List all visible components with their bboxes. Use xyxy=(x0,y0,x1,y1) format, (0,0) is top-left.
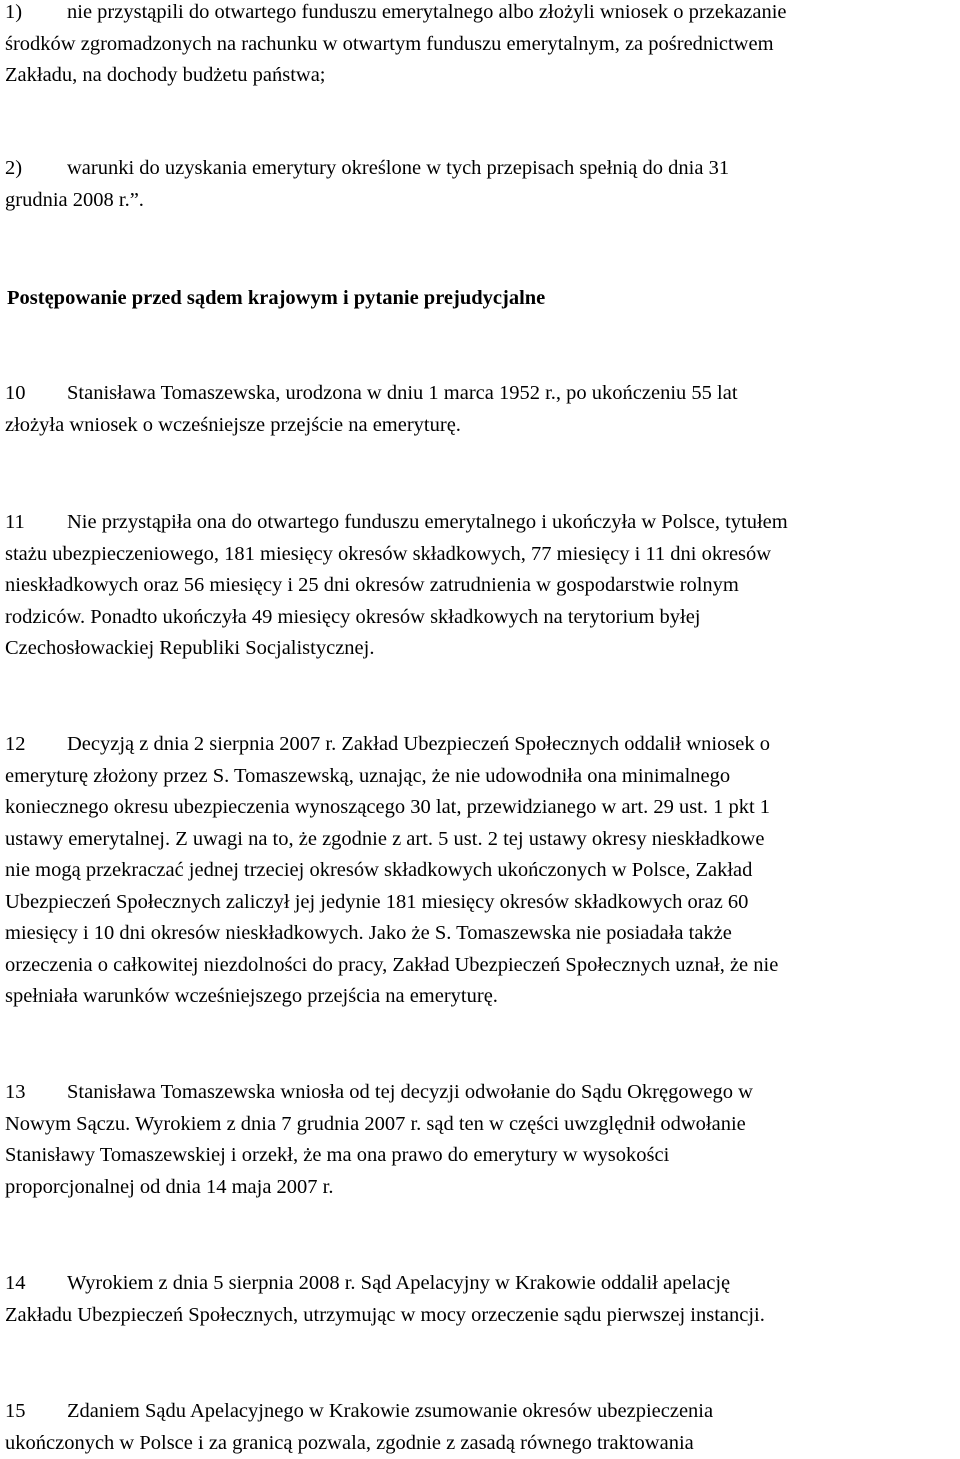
paragraph-number: 12 xyxy=(5,729,67,761)
paragraph-text-line: emeryturę złożony przez S. Tomaszewską, uznając, że nie udowodniła ona minimalnego xyxy=(5,761,960,793)
paragraph-text-line: koniecznego okresu ubezpieczenia wynoszącego 30 lat, przewidzianego w art. 29 ust. 1 pkt 1 xyxy=(5,792,960,824)
paragraph-text-line: Decyzją z dnia 2 sierpnia 2007 r. Zakład Ubezpieczeń Społecznych oddalił wniosek o xyxy=(67,733,770,755)
paragraph-text-line: warunki do uzyskania emerytury określone w tych przepisach spełnią do dnia 31 xyxy=(67,157,729,179)
paragraph-text-line: nie mogą przekraczać jednej trzeciej okresów składkowych ukończonych w Polsce, Zakład xyxy=(5,855,960,887)
paragraph-12 xyxy=(5,729,960,1013)
paragraph-text-line: Zakładu Ubezpieczeń Społecznych, utrzymując w mocy orzeczenie sądu pierwszej instancji. xyxy=(5,1300,960,1332)
paragraph-text-line: miesięcy i 10 dni okresów nieskładkowych. Jako że S. Tomaszewska nie posiadała także xyxy=(5,918,960,950)
paragraph-number: 13 xyxy=(5,1077,67,1109)
paragraph-text-line: rodziców. Ponadto ukończyła 49 miesięcy okresów składkowych na terytorium byłej xyxy=(5,602,960,634)
paragraph-text-line: Zakładu, na dochody budżetu państwa; xyxy=(5,60,960,92)
paragraph-10 xyxy=(5,378,960,441)
paragraph-text-line: Czechosłowackiej Republiki Socjalistycznej. xyxy=(5,633,960,665)
paragraph-text-line: Stanisławy Tomaszewskiej i orzekł, że ma ona prawo do emerytury w wysokości xyxy=(5,1140,960,1172)
paragraph-text-line: złożyła wniosek o wcześniejsze przejście na emeryturę. xyxy=(5,410,960,442)
paragraph-number: 15 xyxy=(5,1396,67,1428)
paragraph-text-line: środków zgromadzonych na rachunku w otwartym funduszu emerytalnym, za pośrednictwem xyxy=(5,29,960,61)
paragraph-text-line: ustawy emerytalnej. Z uwagi na to, że zgodnie z art. 5 ust. 2 tej ustawy okresy nieskładkowe xyxy=(5,824,960,856)
paragraph-text-line: nie przystąpili do otwartego funduszu emerytalnego albo złożyli wniosek o przekazanie xyxy=(67,1,787,23)
section-heading: Postępowanie przed sądem krajowym i pytanie prejudycjalne xyxy=(7,283,545,315)
paragraph-15 xyxy=(5,1396,960,1459)
paragraph-13 xyxy=(5,1077,960,1203)
paragraph-number: 2) xyxy=(5,153,67,185)
paragraph-text-line: Nowym Sączu. Wyrokiem z dnia 7 grudnia 2007 r. sąd ten w części uwzględnił odwołanie xyxy=(5,1109,960,1141)
paragraph-text-line: ukończonych w Polsce i za granicą pozwala, zgodnie z zasadą równego traktowania xyxy=(5,1428,960,1459)
paragraph-text-line: Stanisława Tomaszewska, urodzona w dniu 1 marca 1952 r., po ukończeniu 55 lat xyxy=(67,382,738,404)
paragraph-text-line: orzeczenia o całkowitej niezdolności do pracy, Zakład Ubezpieczeń Społecznych uznał, że nie xyxy=(5,950,960,982)
paragraph-text-line: spełniała warunków wcześniejszego przejścia na emeryturę. xyxy=(5,981,960,1013)
paragraph-text-line: stażu ubezpieczeniowego, 181 miesięcy okresów składkowych, 77 miesięcy i 11 dni okresów xyxy=(5,539,960,571)
paragraph-number: 1) xyxy=(5,0,67,29)
paragraph-number: 14 xyxy=(5,1268,67,1300)
paragraph-1 xyxy=(5,0,960,92)
paragraph-text-line: Nie przystąpiła ona do otwartego funduszu emerytalnego i ukończyła w Polsce, tytułem xyxy=(67,511,788,533)
paragraph-text-line: Zdaniem Sądu Apelacyjnego w Krakowie zsumowanie okresów ubezpieczenia xyxy=(67,1400,713,1422)
paragraph-14 xyxy=(5,1268,960,1331)
paragraph-2 xyxy=(5,153,960,216)
paragraph-11 xyxy=(5,507,960,665)
paragraph-text-line: Ubezpieczeń Społecznych zaliczył jej jedynie 181 miesięcy okresów składkowych oraz 60 xyxy=(5,887,960,919)
paragraph-text-line: grudnia 2008 r.”. xyxy=(5,185,960,217)
paragraph-text-line: Stanisława Tomaszewska wniosła od tej decyzji odwołanie do Sądu Okręgowego w xyxy=(67,1081,753,1103)
paragraph-number: 10 xyxy=(5,378,67,410)
paragraph-text-line: nieskładkowych oraz 56 miesięcy i 25 dni okresów zatrudnienia w gospodarstwie rolnym xyxy=(5,570,960,602)
paragraph-number: 11 xyxy=(5,507,67,539)
paragraph-text-line: Wyrokiem z dnia 5 sierpnia 2008 r. Sąd Apelacyjny w Krakowie oddalił apelację xyxy=(67,1272,730,1294)
paragraph-text-line: proporcjonalnej od dnia 14 maja 2007 r. xyxy=(5,1172,960,1204)
